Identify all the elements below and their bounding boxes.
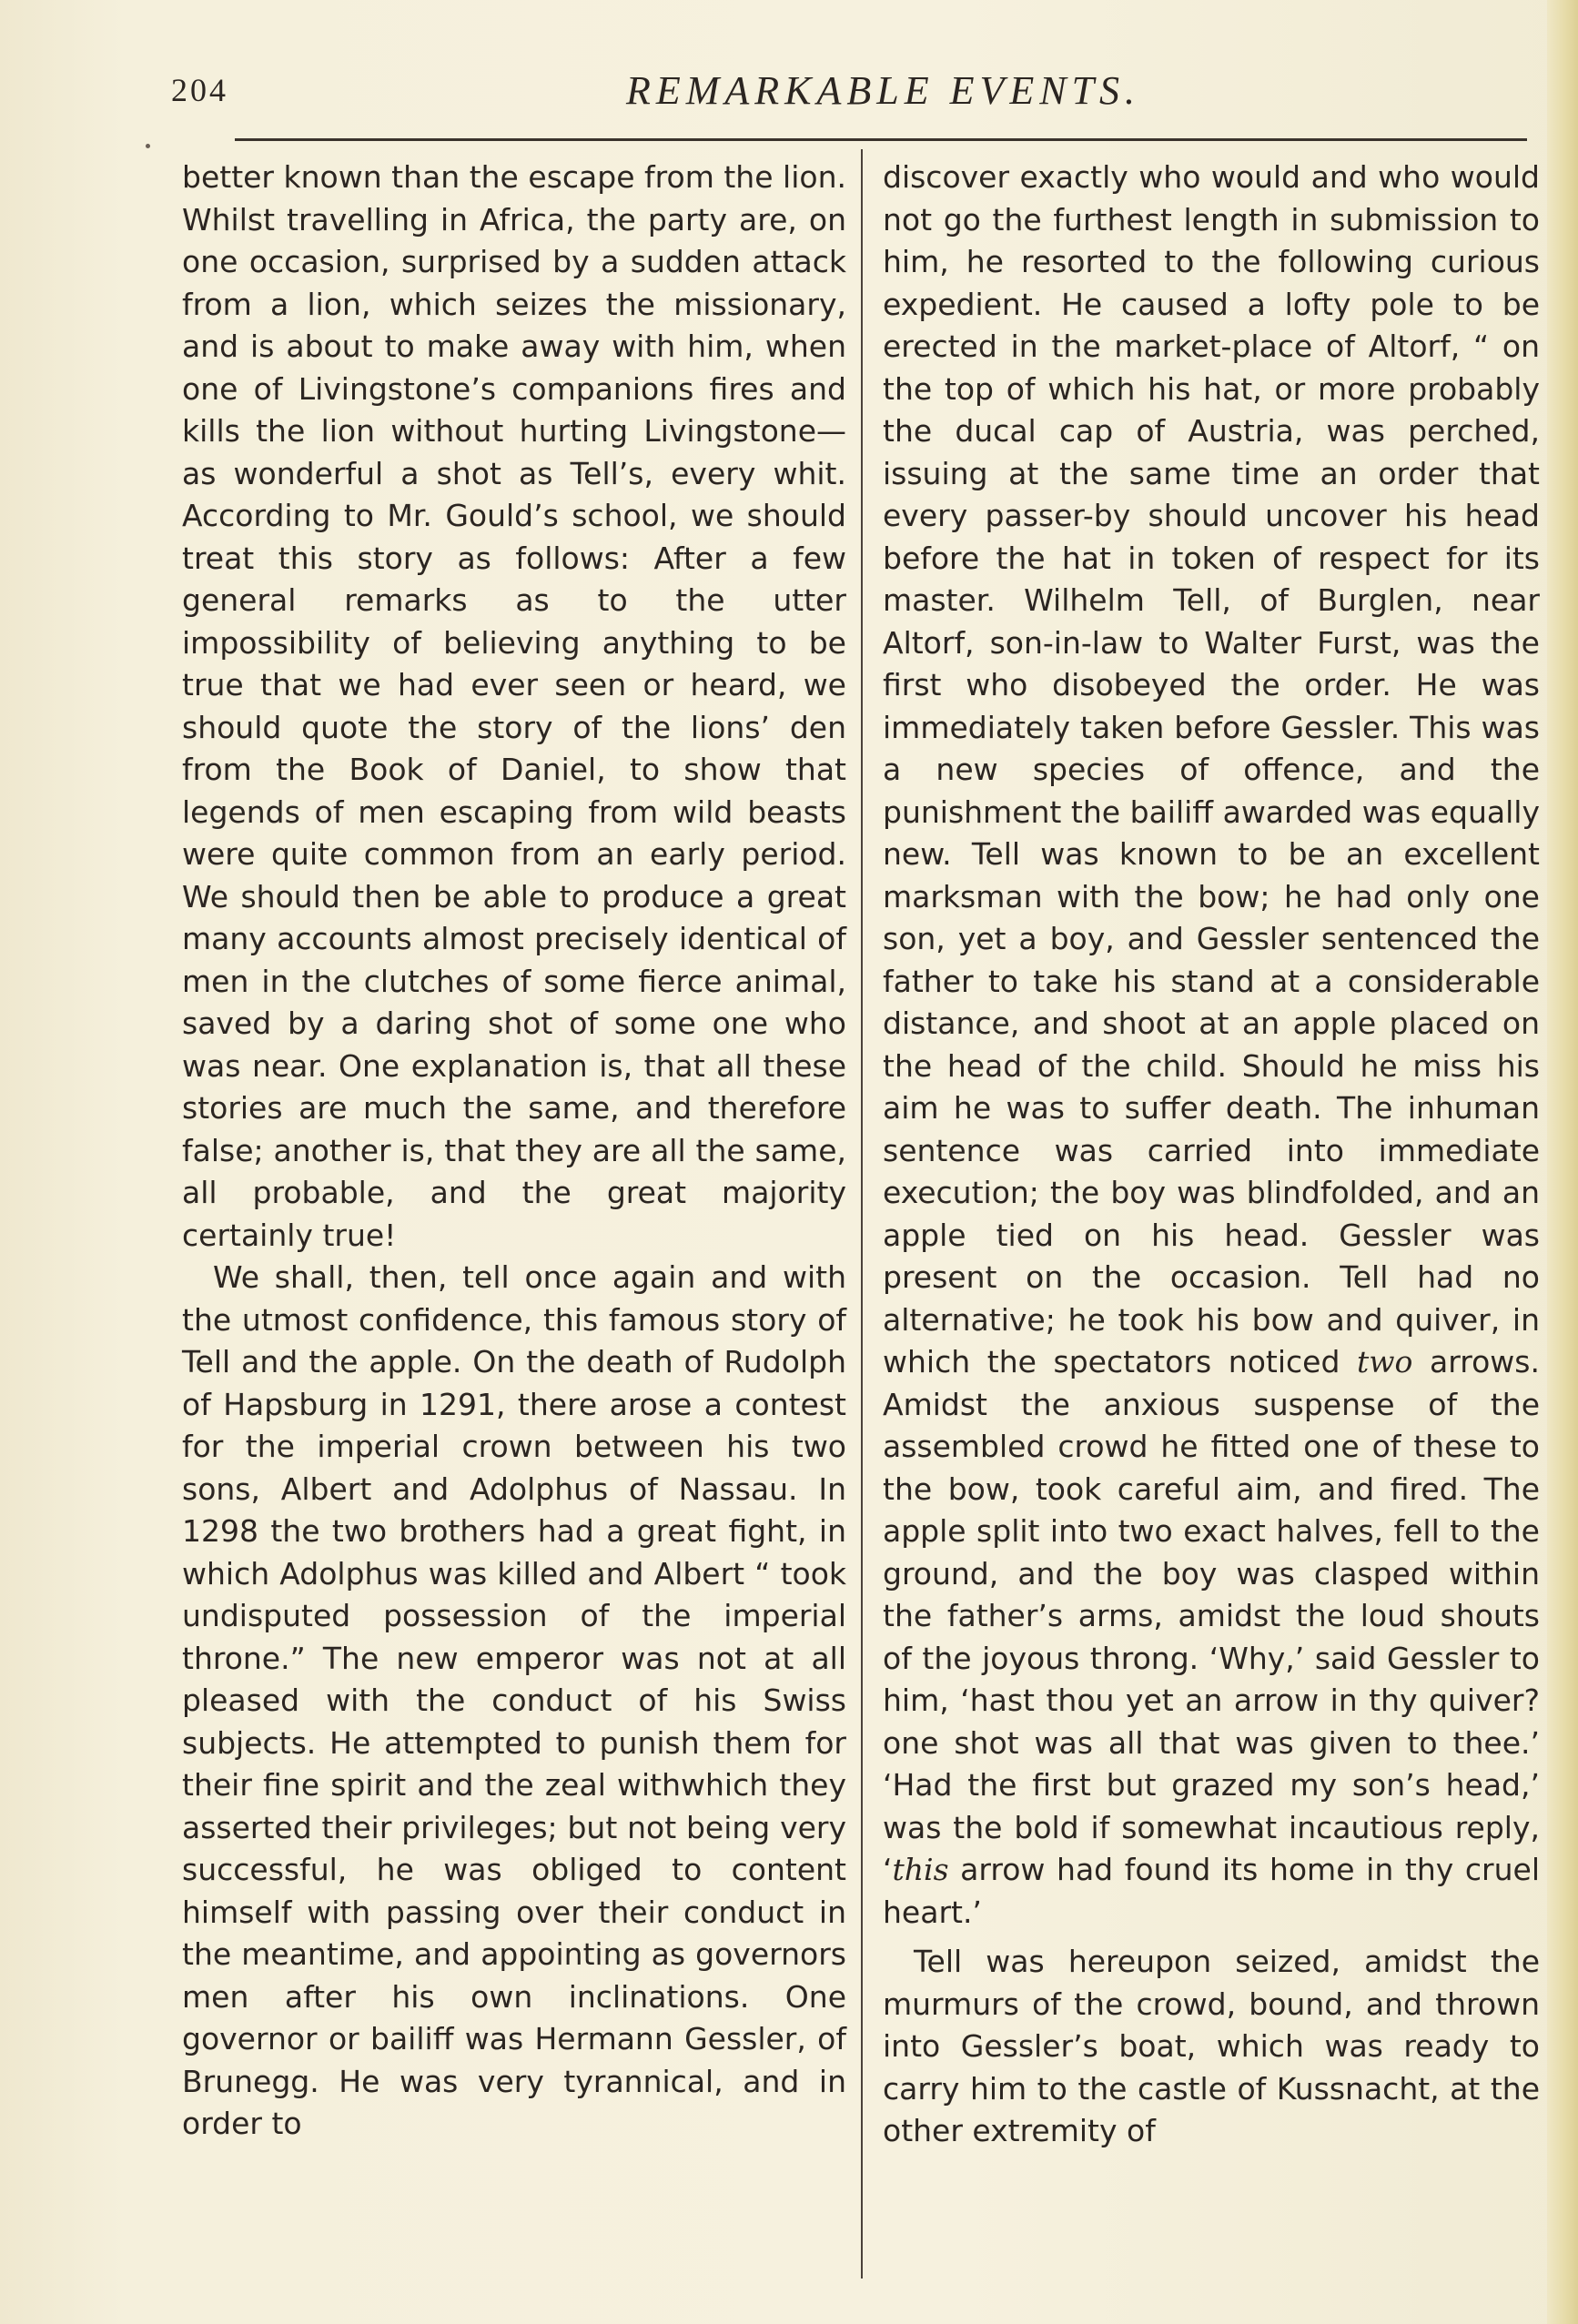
right-paragraph-1-part-a: discover exactly who would and who would not go the furthest length in submission to him, he resorted to the following curious expedient. He caused a lofty pole to be erected in the market-place of Altorf, “ on the top of which his hat, or more probably the ducal cap of Austria, was perched, issuing at the same time an order that every passer-by should uncover his head before the hat in token of respect for its master. Wilhelm Tell, of Burglen, near Altorf, son-in-law to Walter Furst, was the first who disobeyed the order. He was immediately taken before Gessler. This was a new species of offence, and the punishment the bailiff awarded was equally new. Tell was known to be an excellent marksman with the bow; he had only one son, yet a boy, and Gessler sentenced the father to take his stand at a considerable distance, and shoot at an apple placed on the head of the child. Should he miss his aim he was to suffer death. The inhuman sentence was carried into immediate execution; the boy was blindfolded, and an apple tied on his head. Gessler was present on the occasion. Tell had no alternative; he took his bow and quiver, in which the spectators noticed xyxy=(883,159,1540,1379)
page-edge-shadow xyxy=(1547,0,1578,2324)
right-paragraph-2: Tell was hereupon seized, amidst the murmurs of the crowd, bound, and thrown into Gessler’s boat, which was ready to carry him to the castle of Kussnacht, at the other extremity of xyxy=(883,1944,1540,2148)
running-header xyxy=(171,64,1381,127)
right-column xyxy=(883,157,1540,2153)
running-title: REMARKABLE EVENTS. xyxy=(626,68,1141,113)
left-column xyxy=(182,157,846,2146)
left-paragraph-2: We shall, then, tell once again and with the utmost confidence, this famous story of Tell and the apple. On the death of Rudolph of Hapsburg in 1291, there arose a contest for the imperial crown between his two sons, Albert and Adolphus of Nassau. In 1298 the two brothers had a great fight, in which Adolphus was killed and Albert “ took undisputed possession of the imperial throne.” The new emperor was not at all pleased with the conduct of his Swiss subjects. He attempted to punish them for their fine spirit and the zeal withwhich they asserted their privileges; but not being very successful, he was obliged to content himself with passing over their conduct in the meantime, and appointing as governors men after his own inclinations. One governor or bailiff was Hermann Gessler, of Brunegg. He was very tyrannical, and in order to xyxy=(182,1259,846,2141)
right-paragraph-1-part-b: arrows. Amidst the anxious suspense of the assembled crowd he fitted one of these to the bow, took careful aim, and fired. The apple split into two exact halves, fell to the ground, and the boy was clasped within the father’s arms, amidst the loud shouts of the joyous throng. ‘Why,’ said Gessler to him, ‘hast thou yet an arrow in thy quiver? one shot was all that was given to thee.’ ‘Had the first but grazed my son’s head,’ was the bold if somewhat incautious reply, ‘ xyxy=(883,1344,1540,1887)
italic-word-this: this xyxy=(892,1852,949,1887)
left-paragraph-1: better known than the escape from the lion. Whilst travelling in Africa, the party are, on one occasion, surprised by a sudden attack from a lion, which seizes the missionary, and is about to make away with him, when one of Livingstone’s companions fires and kills the lion without hurting Livingstone—as wonderful a shot as Tell’s, every whit. According to Mr. Gould’s school, we should treat this story as follows: After a few general remarks as to the utter impossibility of believing anything to be true that we had ever seen or heard, we should quote the story of the lions’ den from the Book of Daniel, to show that legends of men escaping from wild beasts were quite common from an early period. We should then be able to produce a great many accounts almost precisely identical of men in the clutches of some fierce animal, saved by a daring shot of some one who was near. One explanation is, that all these stories are much the same, and therefore false; another is, that they are all the same, all probable, and the great majority certainly true! xyxy=(182,159,846,1253)
header-rule xyxy=(235,138,1527,141)
column-divider xyxy=(861,149,863,2279)
right-paragraph-1 xyxy=(883,157,1540,1934)
italic-word-two: two xyxy=(1357,1344,1413,1379)
page-number: 204 xyxy=(171,72,228,108)
right-paragraph-1-part-c: arrow had found its home in thy cruel heart.’ xyxy=(883,1852,1540,1930)
ink-speck xyxy=(146,144,150,148)
